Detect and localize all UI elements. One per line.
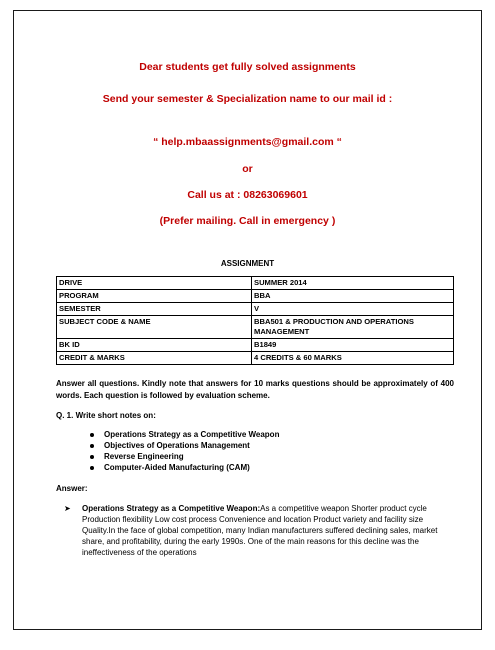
promo-note: (Prefer mailing. Call in emergency ) bbox=[159, 215, 336, 227]
table-cell-label: SUBJECT CODE & NAME bbox=[57, 316, 252, 339]
promo-phone: Call us at : 08263069601 bbox=[187, 189, 308, 201]
table-cell-value: V bbox=[252, 303, 454, 316]
promo-line-2: Send your semester & Specialization name to our mail id : bbox=[102, 93, 393, 105]
promo-or: or bbox=[242, 163, 253, 175]
table-row bbox=[57, 352, 454, 365]
table-cell-label: DRIVE bbox=[57, 277, 252, 290]
bullet-icon bbox=[90, 444, 94, 448]
arrow-bullet-icon: ➤ bbox=[64, 504, 71, 513]
question-1: Q. 1. Write short notes on: bbox=[56, 411, 156, 420]
bullet-icon bbox=[90, 466, 94, 470]
table-cell-value: 4 CREDITS & 60 MARKS bbox=[252, 352, 454, 365]
promo-email[interactable]: “ help.mbaassignments@gmail.com “ bbox=[153, 136, 342, 148]
bullet-icon bbox=[90, 433, 94, 437]
table-cell-label: SEMESTER bbox=[57, 303, 252, 316]
table-cell-label: PROGRAM bbox=[57, 290, 252, 303]
table-cell-value: BBA bbox=[252, 290, 454, 303]
list-item: Objectives of Operations Management bbox=[90, 440, 279, 451]
table-row bbox=[57, 277, 454, 290]
table-row bbox=[57, 339, 454, 352]
table-cell-label: CREDIT & MARKS bbox=[57, 352, 252, 365]
promo-line-1: Dear students get fully solved assignments bbox=[139, 61, 356, 73]
list-item: Operations Strategy as a Competitive Weapon bbox=[90, 429, 279, 440]
bullet-icon bbox=[90, 455, 94, 459]
list-item: Reverse Engineering bbox=[90, 451, 279, 462]
table-cell-value: SUMMER 2014 bbox=[252, 277, 454, 290]
document-page bbox=[13, 10, 482, 630]
assignment-title: ASSIGNMENT bbox=[220, 259, 275, 268]
answer-label: Answer: bbox=[56, 484, 88, 493]
answer-text: As a competitive weapon Shorter product cycle Production flexibility Low cost process Convenience and location Product variety and facility size Quality.In the face of global competition, many Indian manufacturers suffered declining sales, market share, and profitability, during the early 1990s. One of the main reasons for this decline was the ineffectiveness of the operations bbox=[82, 504, 438, 557]
table-row bbox=[57, 290, 454, 303]
table-cell-label: BK ID bbox=[57, 339, 252, 352]
table-row bbox=[57, 316, 454, 339]
instructions-text: Answer all questions. Kindly note that answers for 10 marks questions should be approximately of 400 words. Each question is followed by evaluation scheme. bbox=[56, 379, 454, 400]
assignment-info-table bbox=[56, 276, 454, 365]
list-item: Computer-Aided Manufacturing (CAM) bbox=[90, 462, 279, 473]
answer-heading: Operations Strategy as a Competitive Weapon: bbox=[82, 504, 261, 513]
question-bullet-list bbox=[90, 429, 279, 473]
answer-paragraph bbox=[64, 503, 452, 558]
table-cell-value: B1849 bbox=[252, 339, 454, 352]
table-cell-value: BBA501 & PRODUCTION AND OPERATIONS MANAGEMENT bbox=[252, 316, 454, 339]
table-row bbox=[57, 303, 454, 316]
